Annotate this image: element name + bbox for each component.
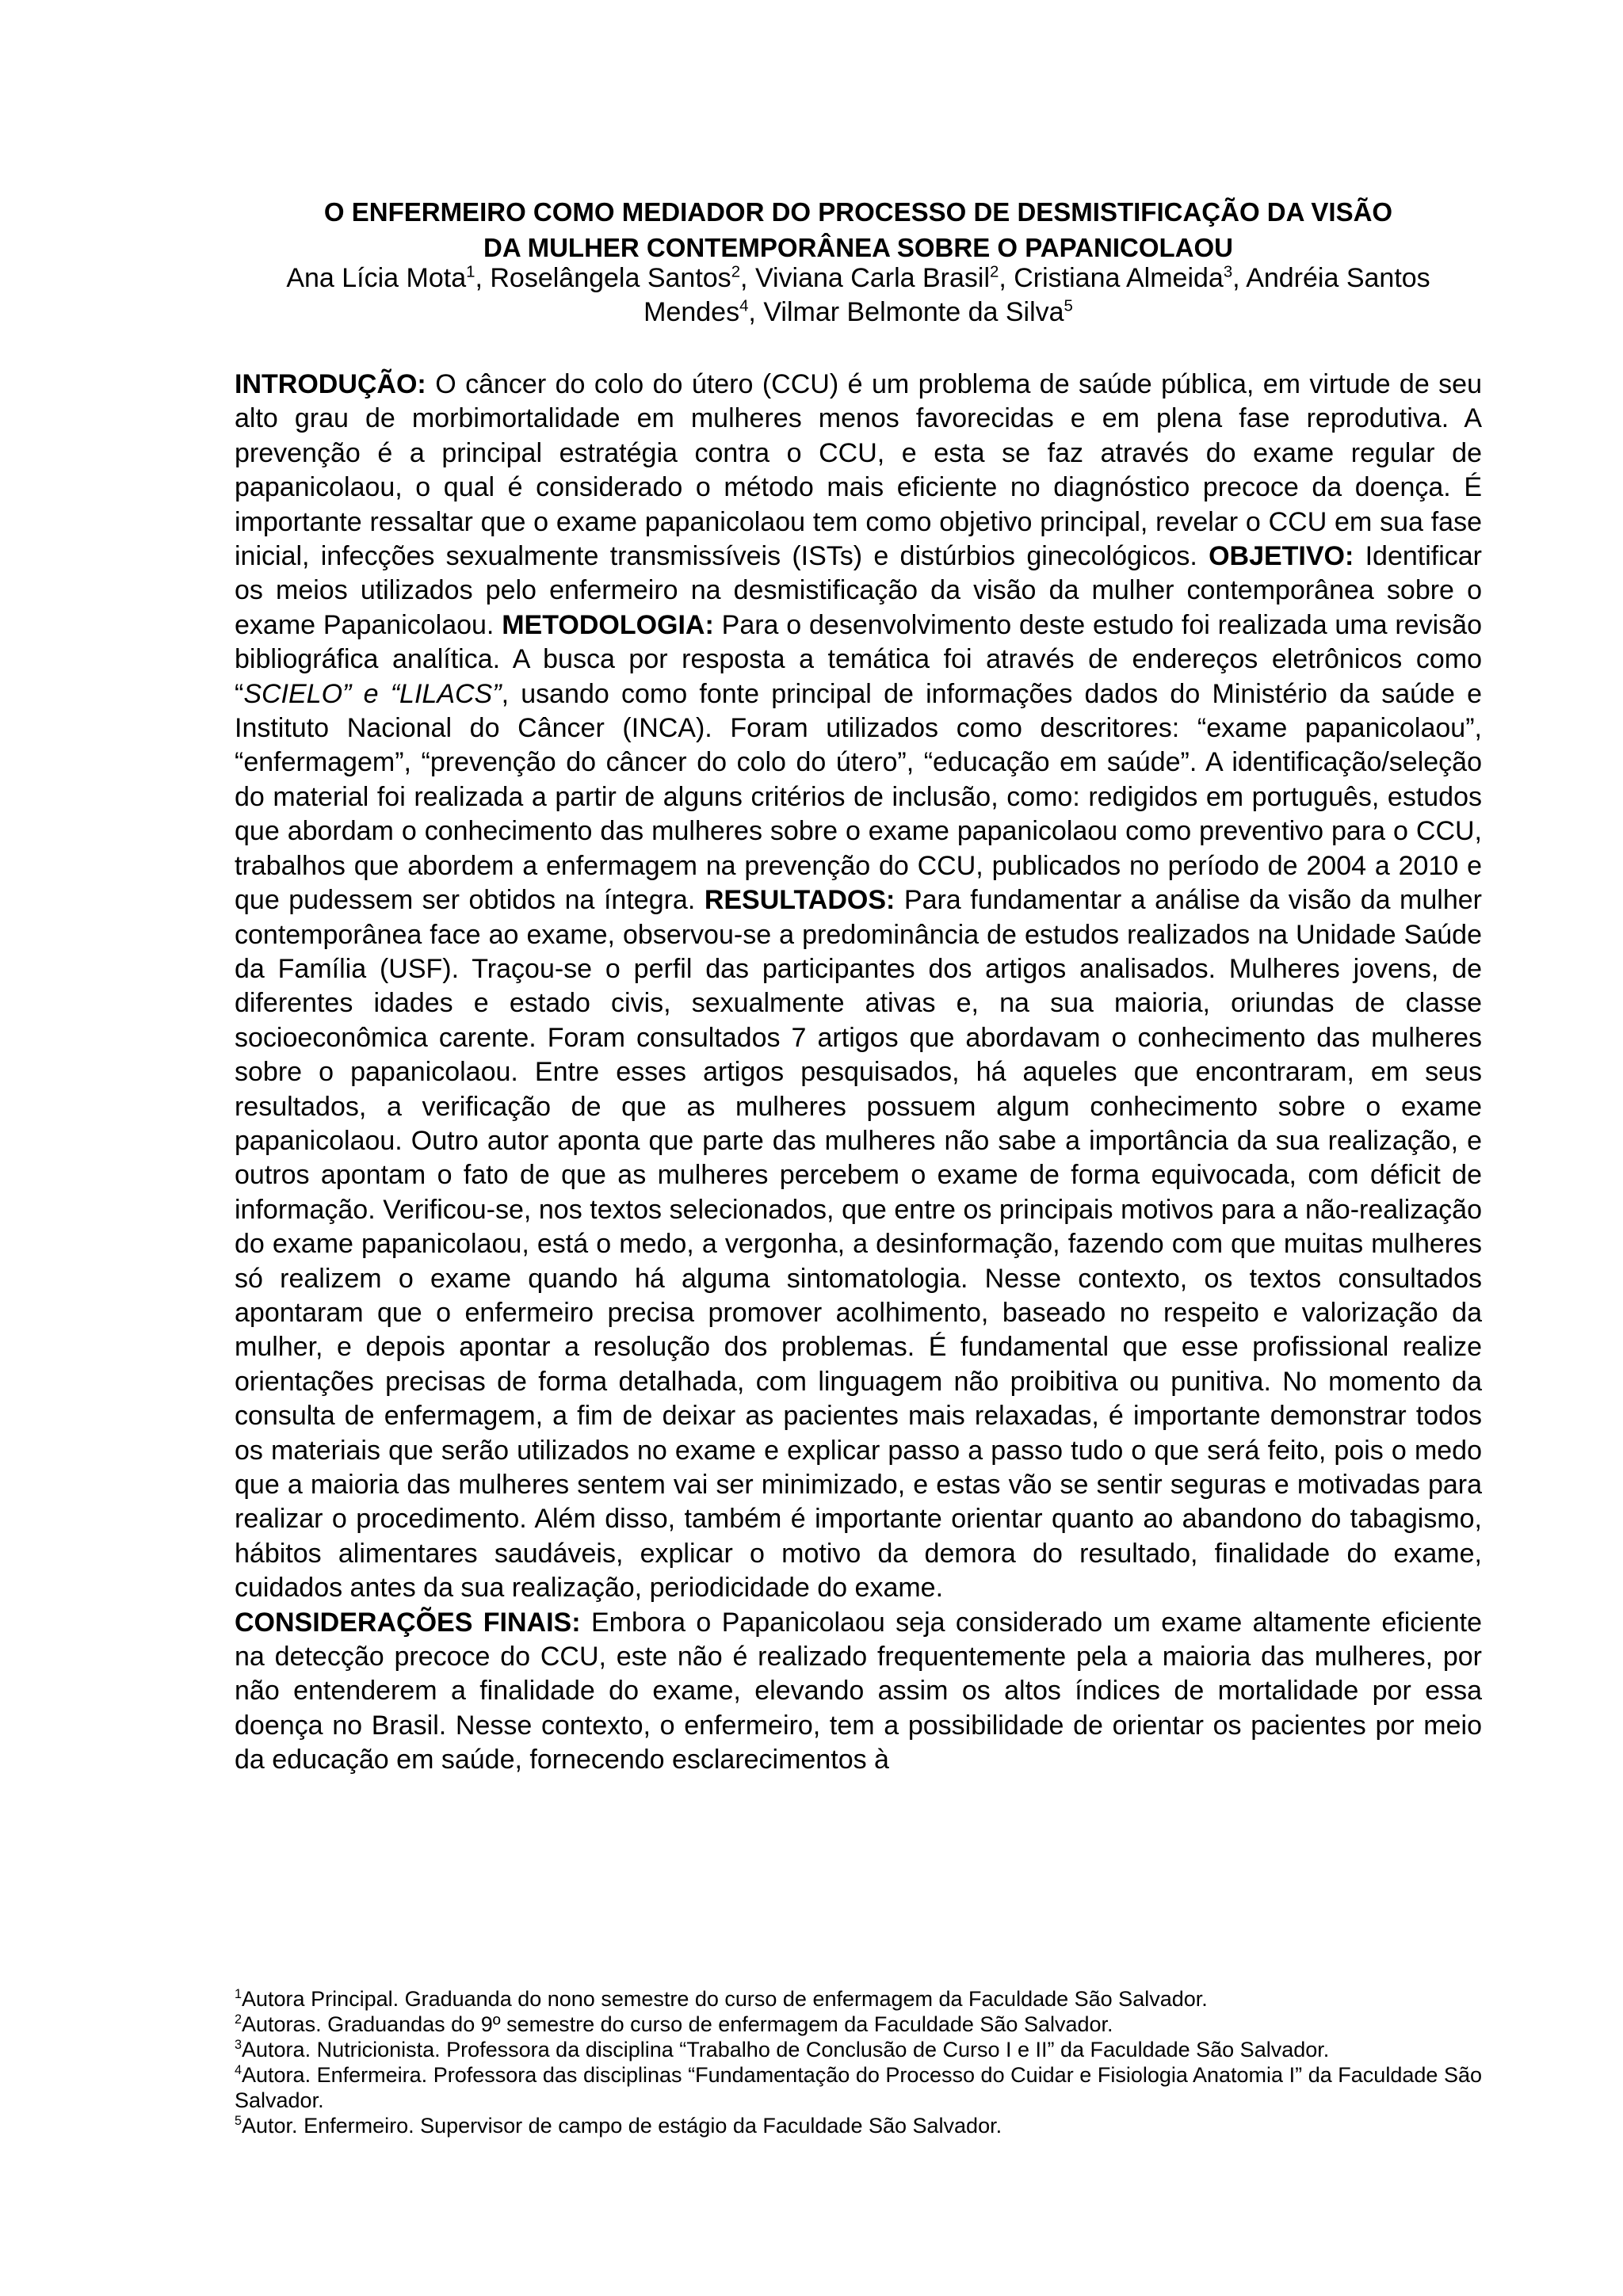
footnote-text: Autora. Enfermeira. Professora das disciplinas “Fundamentação do Processo do Cuidar e Fisiologia Anatomia I” da Faculdade São Salvador.	[235, 2063, 1482, 2112]
author-name: Viviana Carla Brasil	[754, 263, 990, 293]
section-heading-results: RESULTADOS:	[704, 885, 896, 916]
author-affiliation-mark: 2	[731, 263, 741, 281]
author-name: Vilmar Belmonte da Silva	[763, 297, 1064, 327]
footnote	[235, 2012, 1482, 2037]
abstract-body	[235, 368, 1482, 1778]
footnote-text: Autor. Enfermeiro. Supervisor de campo de estágio da Faculdade São Salvador.	[242, 2114, 1002, 2138]
methodology-text: Para o desenvolvimento deste estudo foi realizada uma revisão bibliográfica analítica. A busca por resposta a temática foi através de endereços eletrônicos como “	[235, 609, 1483, 709]
footnote	[235, 1986, 1482, 2012]
section-heading-methodology: METODOLOGIA:	[502, 609, 714, 640]
objective-text: Identificar os meios utilizados pelo enfermeiro na desmistificação da visão da mulher contemporânea sobre o exame Papanicolaou.	[235, 541, 1483, 640]
author-name: Cristiana Almeida	[1014, 263, 1224, 293]
footnote-mark: 1	[235, 1987, 242, 2001]
section-heading-final-considerations: CONSIDERAÇÕES FINAIS:	[235, 1607, 581, 1638]
footnotes	[235, 1986, 1482, 2138]
paper-title	[238, 194, 1479, 265]
author-affiliation-mark: 2	[990, 263, 999, 281]
section-heading-introduction: INTRODUÇÃO:	[235, 369, 426, 399]
footnote	[235, 2062, 1482, 2113]
footnote	[235, 2113, 1482, 2138]
author-list: Ana Lícia Mota$^1$, Roselângela Santos$^2$, Viviana Carla Brasil$^2$, Cristiana Almeida$^3$, Andréia Santos Mendes$^4$, Vilmar Belmonte da Silva$^5$	[286, 263, 1430, 327]
methodology-text-continued: , usando como fonte principal de informações dados do Ministério da saúde e Instituto Nacional do Câncer (INCA). Foram utilizados como descritores: “exame papanicolaou”, “enfermagem”, “prevenção do câncer do colo do útero”, “educação em saúde”. A identificação/seleção do material foi realizada a partir de alguns critérios de inclusão, como: redigidos em português, estudos que abordam o conhecimento das mulheres sobre o exame papanicolaou como preventivo para o CCU, trabalhos que abordem a enfermagem na prevenção do CCU, publicados no período de 2004 a 2010 e que pudessem ser obtidos na íntegra.	[235, 678, 1483, 916]
footnote-mark: 2	[235, 2012, 242, 2027]
footnote-mark: 5	[235, 2114, 242, 2128]
author-affiliation-mark: 1	[466, 263, 475, 281]
author-affiliation-mark: 4	[739, 297, 749, 315]
author-name: Ana Lícia Mota	[286, 263, 467, 293]
author-name: Andréia Santos Mendes	[643, 263, 1430, 327]
footnote	[235, 2037, 1482, 2062]
results-text: Para fundamentar a análise da visão da mulher contemporânea face ao exame, observou-se a predominância de estudos realizados na Unidade Saúde da Família (USF). Traçou-se o perfil das participantes dos artigos analisados. Mulheres jovens, de diferentes idades e estado civis, sexualmente ativas e, na sua maioria, oriundas de classe socioeconômica carente. Foram consultados 7 artigos que abordavam o conhecimento das mulheres sobre o papanicolaou. Entre esses artigos pesquisados, há aqueles que encontraram, em seus resultados, a verificação de que as mulheres possuem algum conhecimento sobre o exame papanicolaou. Outro autor aponta que parte das mulheres não sabe a importância da sua realização, e outros apontam o fato de que as mulheres percebem o exame de forma equivocada, com déficit de informação. Verificou-se, nos textos selecionados, que entre os principais motivos para a não-realização do exame papanicolaou, está o medo, a vergonha, a desinformação, fazendo com que muitas mulheres só realizem o exame quando há alguma sintomatologia. Nesse contexto, os textos consultados apontaram que o enfermeiro precisa promover acolhimento, baseado no respeito e valorização da mulher, e depois apontar a resolução dos problemas. É fundamental que esse profissional realize orientações precisas de forma detalhada, com linguagem não proibitiva ou punitiva. No momento da consulta de enfermagem, a fim de deixar as pacientes mais relaxadas, é importante demonstrar todos os materiais que serão utilizados no exame e explicar passo a passo tudo o que será feito, pois o medo que a maioria das mulheres sentem vai ser minimizado, e estas vão se sentir seguras e motivadas para realizar o procedimento. Além disso, também é importante orientar quanto ao abandono do tabagismo, hábitos alimentares saudáveis, explicar o motivo da demora do resultado, finalidade do exame, cuidados antes da sua realização, periodicidade do exame.	[235, 885, 1482, 1604]
author-affiliation-mark: 5	[1064, 297, 1073, 315]
footnote-text: Autora. Nutricionista. Professora da disciplina “Trabalho de Conclusão de Curso I e II” da Faculdade São Salvador.	[242, 2038, 1330, 2061]
author-affiliation-mark: 3	[1223, 263, 1233, 281]
section-heading-objective: OBJETIVO:	[1209, 541, 1354, 572]
footnote-mark: 4	[235, 2063, 242, 2077]
methodology-databases: SCIELO” e “LILACS”	[243, 678, 502, 709]
title-line-2: DA MULHER CONTEMPORÂNEA SOBRE O PAPANICOLAOU	[483, 233, 1233, 262]
author-name: Roselângela Santos	[490, 263, 731, 293]
footnote-mark: 3	[235, 2038, 242, 2052]
footnote-text: Autoras. Graduandas do 9º semestre do curso de enfermagem da Faculdade São Salvador.	[242, 2012, 1113, 2036]
footnote-text: Autora Principal. Graduanda do nono semestre do curso de enfermagem da Faculdade São Salvador.	[242, 1987, 1208, 2011]
title-line-1: O ENFERMEIRO COMO MEDIADOR DO PROCESSO DE DESMISTIFICAÇÃO DA VISÃO	[323, 197, 1393, 227]
introduction-text: O câncer do colo do útero (CCU) é um problema de saúde pública, em virtude de seu alto grau de morbimortalidade em mulheres menos favorecidas e em plena fase reprodutiva. A prevenção é a principal estratégia contra o CCU, e esta se faz através do exame regular de papanicolaou, o qual é considerado o método mais eficiente no diagnóstico precoce da doença. É importante ressaltar que o exame papanicolaou tem como objetivo principal, revelar o CCU em sua fase inicial, infecções sexualmente transmissíveis (ISTs) e distúrbios ginecológicos.	[235, 369, 1482, 572]
final-considerations-text: Embora o Papanicolaou seja considerado um exame altamente eficiente na detecção precoce do CCU, este não é realizado frequentemente pela a maioria das mulheres, por não entenderem a finalidade do exame, elevando assim os altos índices de mortalidade por essa doença no Brasil. Nesse contexto, o enfermeiro, tem a possibilidade de orientar os pacientes por meio da educação em saúde, fornecendo esclarecimentos à	[235, 1607, 1482, 1775]
